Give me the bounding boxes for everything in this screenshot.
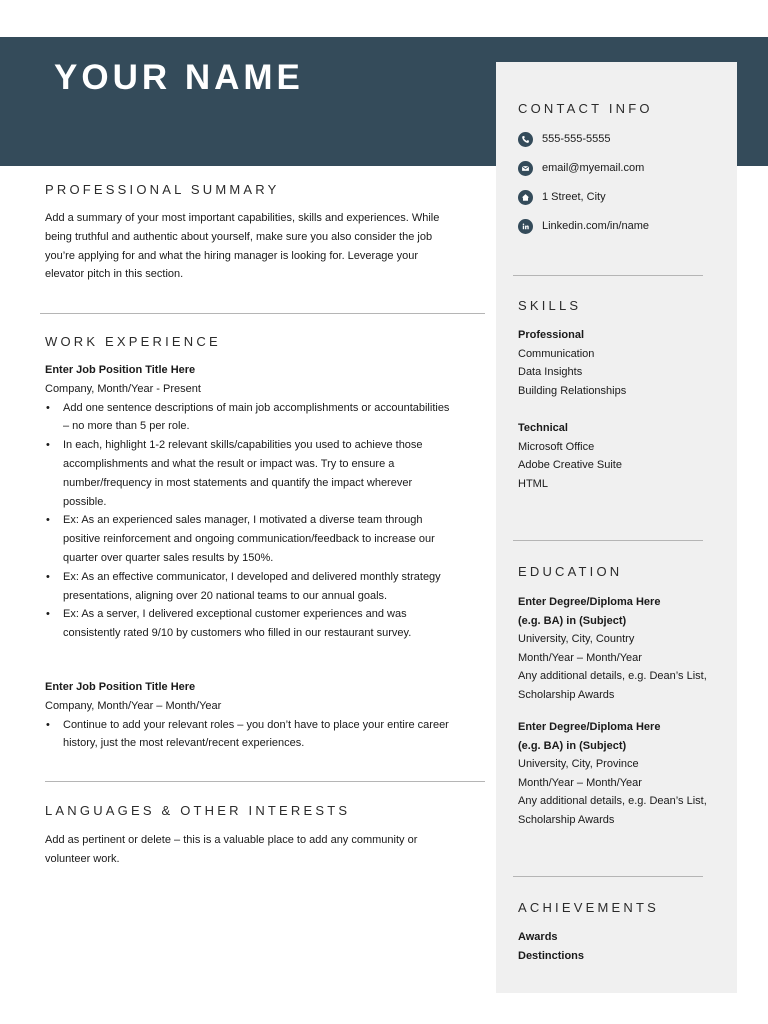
- skill-item: Microsoft Office: [518, 440, 595, 453]
- skill-item: Data Insights: [518, 366, 583, 379]
- work-title: WORK EXPERIENCE: [45, 334, 221, 349]
- education-title: EDUCATION: [518, 564, 623, 579]
- summary-line: elevator pitch in this section.: [45, 268, 184, 281]
- details: Any additional details, e.g. Dean’s List,: [518, 795, 707, 808]
- job-bullet: [45, 511, 465, 567]
- dates: Month/Year – Month/Year: [518, 651, 642, 664]
- skill-item: HTML: [518, 477, 548, 490]
- achievement-item: Awards: [518, 931, 558, 943]
- job-company: Company, Month/Year – Month/Year: [45, 699, 222, 712]
- section-divider: [45, 781, 485, 782]
- summary-line: Add a summary of your most important capabilities, skills and experiences. While: [45, 212, 440, 224]
- sidebar-divider: [513, 876, 703, 877]
- skill-item: Communication: [518, 347, 595, 360]
- bullet-line: – no more than 5 per role.: [63, 420, 190, 433]
- email-icon: [518, 161, 533, 176]
- bullet-line: • Add one sentence descriptions of main job accomplishments or accountabilities: [63, 401, 450, 414]
- achievement-item: Destinctions: [518, 949, 585, 962]
- school: University, City, Province: [518, 758, 639, 771]
- contact-text: 555-555-5555: [542, 133, 611, 145]
- degree-line: Enter Degree/Diploma Here: [518, 596, 661, 608]
- achievements-list: [518, 928, 728, 965]
- details: Scholarship Awards: [518, 813, 615, 826]
- bullet-line: history, just the most relevant/recent experiences.: [63, 737, 305, 750]
- job-position: Enter Job Position Title Here: [45, 364, 196, 376]
- resume-name: YOUR NAME: [54, 58, 304, 97]
- degree-line: (e.g. BA) in (Subject): [518, 614, 627, 627]
- languages-text: [45, 831, 465, 869]
- job-entry-1: [45, 361, 465, 643]
- contact-phone[interactable]: [518, 131, 611, 147]
- spacer: [518, 400, 728, 419]
- skill-item: Adobe Creative Suite: [518, 459, 622, 472]
- contact-text: email@myemail.com: [542, 162, 645, 174]
- job-bullet: [45, 436, 465, 511]
- bullet-line: • Ex: As an experienced sales manager, I motivated a diverse team through: [63, 514, 423, 527]
- bullet-line: • Continue to add your relevant roles – you don’t have to place your entire career: [63, 718, 449, 731]
- education-entry-2: [518, 718, 728, 830]
- contact-linkedin[interactable]: [518, 218, 649, 234]
- bullet-line: number/frequency in most statements and quantify the impact wherever: [63, 476, 413, 489]
- skills-heading: Professional: [518, 329, 585, 341]
- bullet-line: • Ex: As a server, I delivered exceptional customer experiences and was: [63, 608, 407, 621]
- bullet-line: quarter over quarter sales results by 150%.: [63, 551, 274, 564]
- degree-line: (e.g. BA) in (Subject): [518, 739, 627, 752]
- contact-address[interactable]: [518, 189, 606, 205]
- job-entry-2: [45, 678, 465, 753]
- job-bullets: [45, 399, 465, 643]
- summary-title: PROFESSIONAL SUMMARY: [45, 182, 280, 197]
- education-entry-1: [518, 593, 728, 705]
- degree-line: Enter Degree/Diploma Here: [518, 721, 661, 733]
- bullet-line: positive reinforcement and ongoing communication/feedback to increase our: [63, 533, 435, 546]
- sidebar-divider: [513, 540, 703, 541]
- sidebar-divider: [513, 275, 703, 276]
- skills-heading: Technical: [518, 421, 568, 434]
- contact-text: 1 Street, City: [542, 191, 606, 203]
- linkedin-icon: [518, 219, 533, 234]
- languages-line: volunteer work.: [45, 852, 120, 865]
- bullet-line: consistently rated 9/10 by customers who filled in our restaurant survey.: [63, 627, 412, 640]
- phone-icon: [518, 132, 533, 147]
- contact-email[interactable]: [518, 160, 644, 176]
- bullet-line: • Ex: As an effective communicator, I developed and delivered monthly strategy: [63, 570, 441, 583]
- job-bullet: [45, 605, 465, 643]
- skills-list: [518, 326, 728, 493]
- contact-text: Linkedin.com/in/name: [542, 220, 650, 232]
- section-divider: [40, 313, 485, 314]
- summary-line: you’re applying for and what the hiring manager is looking for. Leverage your: [45, 249, 419, 262]
- dates: Month/Year – Month/Year: [518, 776, 642, 789]
- school: University, City, Country: [518, 633, 635, 646]
- bullet-line: presentations, aligning over 20 national teams to our annual goals.: [63, 589, 388, 602]
- job-bullets: [45, 716, 465, 754]
- bullet-line: accomplishments and what the result or impact was. Try to ensure a: [63, 457, 395, 470]
- skills-title: SKILLS: [518, 298, 582, 313]
- bullet-line: • In each, highlight 1-2 relevant skills/capabilities you used to achieve those: [63, 439, 423, 452]
- achievements-title: ACHIEVEMENTS: [518, 900, 659, 915]
- contact-title: CONTACT INFO: [518, 101, 653, 116]
- details: Scholarship Awards: [518, 688, 615, 701]
- languages-title: LANGUAGES & OTHER INTERESTS: [45, 803, 351, 818]
- job-bullet: [45, 568, 465, 606]
- details: Any additional details, e.g. Dean’s List,: [518, 670, 707, 683]
- bullet-line: possible.: [63, 495, 107, 508]
- job-position: Enter Job Position Title Here: [45, 681, 196, 693]
- job-company: Company, Month/Year - Present: [45, 382, 201, 395]
- home-icon: [518, 190, 533, 205]
- skill-item: Building Relationships: [518, 384, 627, 397]
- summary-line: being truthful and authentic about yourself, make sure you also consider the job: [45, 230, 433, 243]
- summary-text: [45, 209, 465, 284]
- job-bullet: [45, 399, 465, 437]
- job-bullet: [45, 716, 465, 754]
- languages-line: Add as pertinent or delete – this is a valuable place to add any community or: [45, 834, 418, 846]
